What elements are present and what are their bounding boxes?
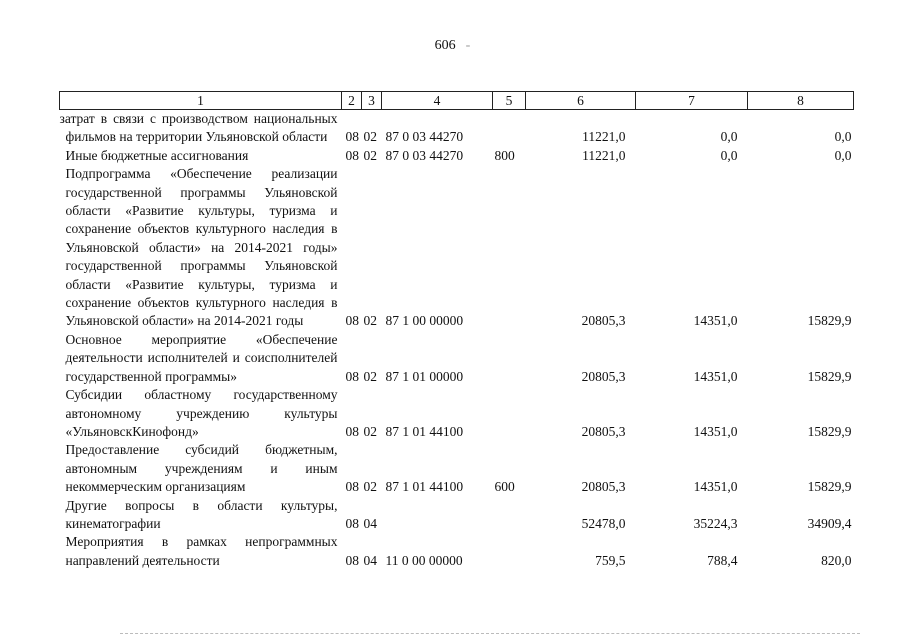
table-row <box>60 331 854 386</box>
header-col-6: 6 <box>526 92 636 110</box>
row-podrazdel: 02 <box>363 129 377 145</box>
row-amount-col6: 759,5 <box>595 552 626 568</box>
row-vr <box>493 331 526 386</box>
row-vr <box>493 533 526 570</box>
row-amount-col7: 0,0 <box>720 129 738 145</box>
row-amount-col8: 34909,4 <box>807 515 852 531</box>
table-row <box>60 441 854 496</box>
row-csr: 87 1 01 00000 <box>385 368 464 384</box>
row-amount-col6: 20805,3 <box>581 423 626 439</box>
table-row <box>60 110 854 147</box>
row-vr <box>493 110 526 147</box>
table-row <box>60 147 854 165</box>
table-row <box>60 497 854 534</box>
row-csr: 87 0 03 44270 <box>385 147 464 163</box>
row-amount-col6: 52478,0 <box>581 515 626 531</box>
row-vr: 600 <box>494 479 515 495</box>
row-podrazdel: 04 <box>363 552 377 568</box>
row-razdel: 08 <box>345 313 359 329</box>
row-amount-col8: 15829,9 <box>807 313 852 329</box>
row-podrazdel: 04 <box>363 515 377 531</box>
row-amount-col6: 11221,0 <box>582 147 626 163</box>
row-amount-col7: 35224,3 <box>693 515 738 531</box>
row-csr: 87 1 01 44100 <box>385 423 464 439</box>
row-name: Основное мероприятие «Обеспечение деятельности исполнителей и соисполнителей государственной программы» <box>65 331 338 384</box>
row-csr: 87 1 01 44100 <box>385 479 464 495</box>
row-csr: 87 0 03 44270 <box>385 129 464 145</box>
row-name: затрат в связи с производством национальных фильмов на территории Ульяновской области <box>59 111 338 145</box>
header-col-7: 7 <box>636 92 748 110</box>
header-col-2: 2 <box>342 92 362 110</box>
row-razdel: 08 <box>345 552 359 568</box>
table-row <box>60 533 854 570</box>
row-amount-col7: 14351,0 <box>693 423 738 439</box>
header-col-3: 3 <box>362 92 382 110</box>
page-number <box>0 38 905 54</box>
page-number-mark: - <box>465 38 471 53</box>
header-col-8: 8 <box>748 92 854 110</box>
row-podrazdel: 02 <box>363 479 377 495</box>
row-amount-col8: 15829,9 <box>807 479 852 495</box>
row-podrazdel: 02 <box>363 313 377 329</box>
row-vr <box>493 165 526 331</box>
row-name: Субсидии областному государственному автономному учреждению культуры «УльяновскКинофонд» <box>65 387 338 439</box>
row-amount-col7: 14351,0 <box>693 368 738 384</box>
row-amount-col8: 0,0 <box>834 129 852 145</box>
row-razdel: 08 <box>345 368 359 384</box>
row-amount-col7: 788,4 <box>707 552 738 568</box>
row-name: Мероприятия в рамках непрограммных направлений деятельности <box>65 534 338 568</box>
page-bottom-divider <box>120 633 860 634</box>
row-csr <box>382 497 493 534</box>
row-vr: 800 <box>494 147 515 163</box>
row-amount-col8: 15829,9 <box>807 423 852 439</box>
header-col-4: 4 <box>382 92 493 110</box>
table-row <box>60 165 854 331</box>
row-amount-col8: 0,0 <box>834 147 852 163</box>
table-header-row <box>60 92 854 110</box>
row-name: Другие вопросы в области культуры, кинематографии <box>65 497 338 531</box>
row-amount-col6: 11221,0 <box>582 129 626 145</box>
row-razdel: 08 <box>345 147 359 163</box>
header-col-5: 5 <box>493 92 526 110</box>
budget-table <box>59 91 854 570</box>
row-razdel: 08 <box>345 479 359 495</box>
row-razdel: 08 <box>345 423 359 439</box>
row-podrazdel: 02 <box>363 423 377 439</box>
row-vr <box>493 386 526 441</box>
header-col-1: 1 <box>60 92 342 110</box>
row-amount-col6: 20805,3 <box>581 313 626 329</box>
row-name: Иные бюджетные ассигнования <box>65 147 249 163</box>
row-amount-col6: 20805,3 <box>581 368 626 384</box>
row-vr <box>493 497 526 534</box>
row-name: Подпрограмма «Обеспечение реализации государственной программы Ульяновской области «Развитие культуры, туризма и сохранение объектов культурного наследия в Ульяновской области» на 2014-2021 годы» государственной программы Ульяновской области «Развитие культуры, туризма и сохранение объектов культурного наследия в Ульяновской области» на 2014-2021 годы <box>65 166 338 329</box>
row-podrazdel: 02 <box>363 368 377 384</box>
table-row <box>60 386 854 441</box>
row-razdel: 08 <box>345 129 359 145</box>
row-amount-col6: 20805,3 <box>581 479 626 495</box>
row-amount-col7: 0,0 <box>720 147 738 163</box>
row-amount-col8: 15829,9 <box>807 368 852 384</box>
row-amount-col8: 820,0 <box>821 552 852 568</box>
page-number-text: 606 <box>434 38 456 53</box>
row-csr: 11 0 00 00000 <box>385 552 463 568</box>
row-razdel: 08 <box>345 515 359 531</box>
row-name: Предоставление субсидий бюджетным, автономным учреждениям и иным некоммерческим организациям <box>65 442 338 495</box>
row-amount-col7: 14351,0 <box>693 479 738 495</box>
row-amount-col7: 14351,0 <box>693 313 738 329</box>
row-csr: 87 1 00 00000 <box>385 313 464 329</box>
row-podrazdel: 02 <box>363 147 377 163</box>
